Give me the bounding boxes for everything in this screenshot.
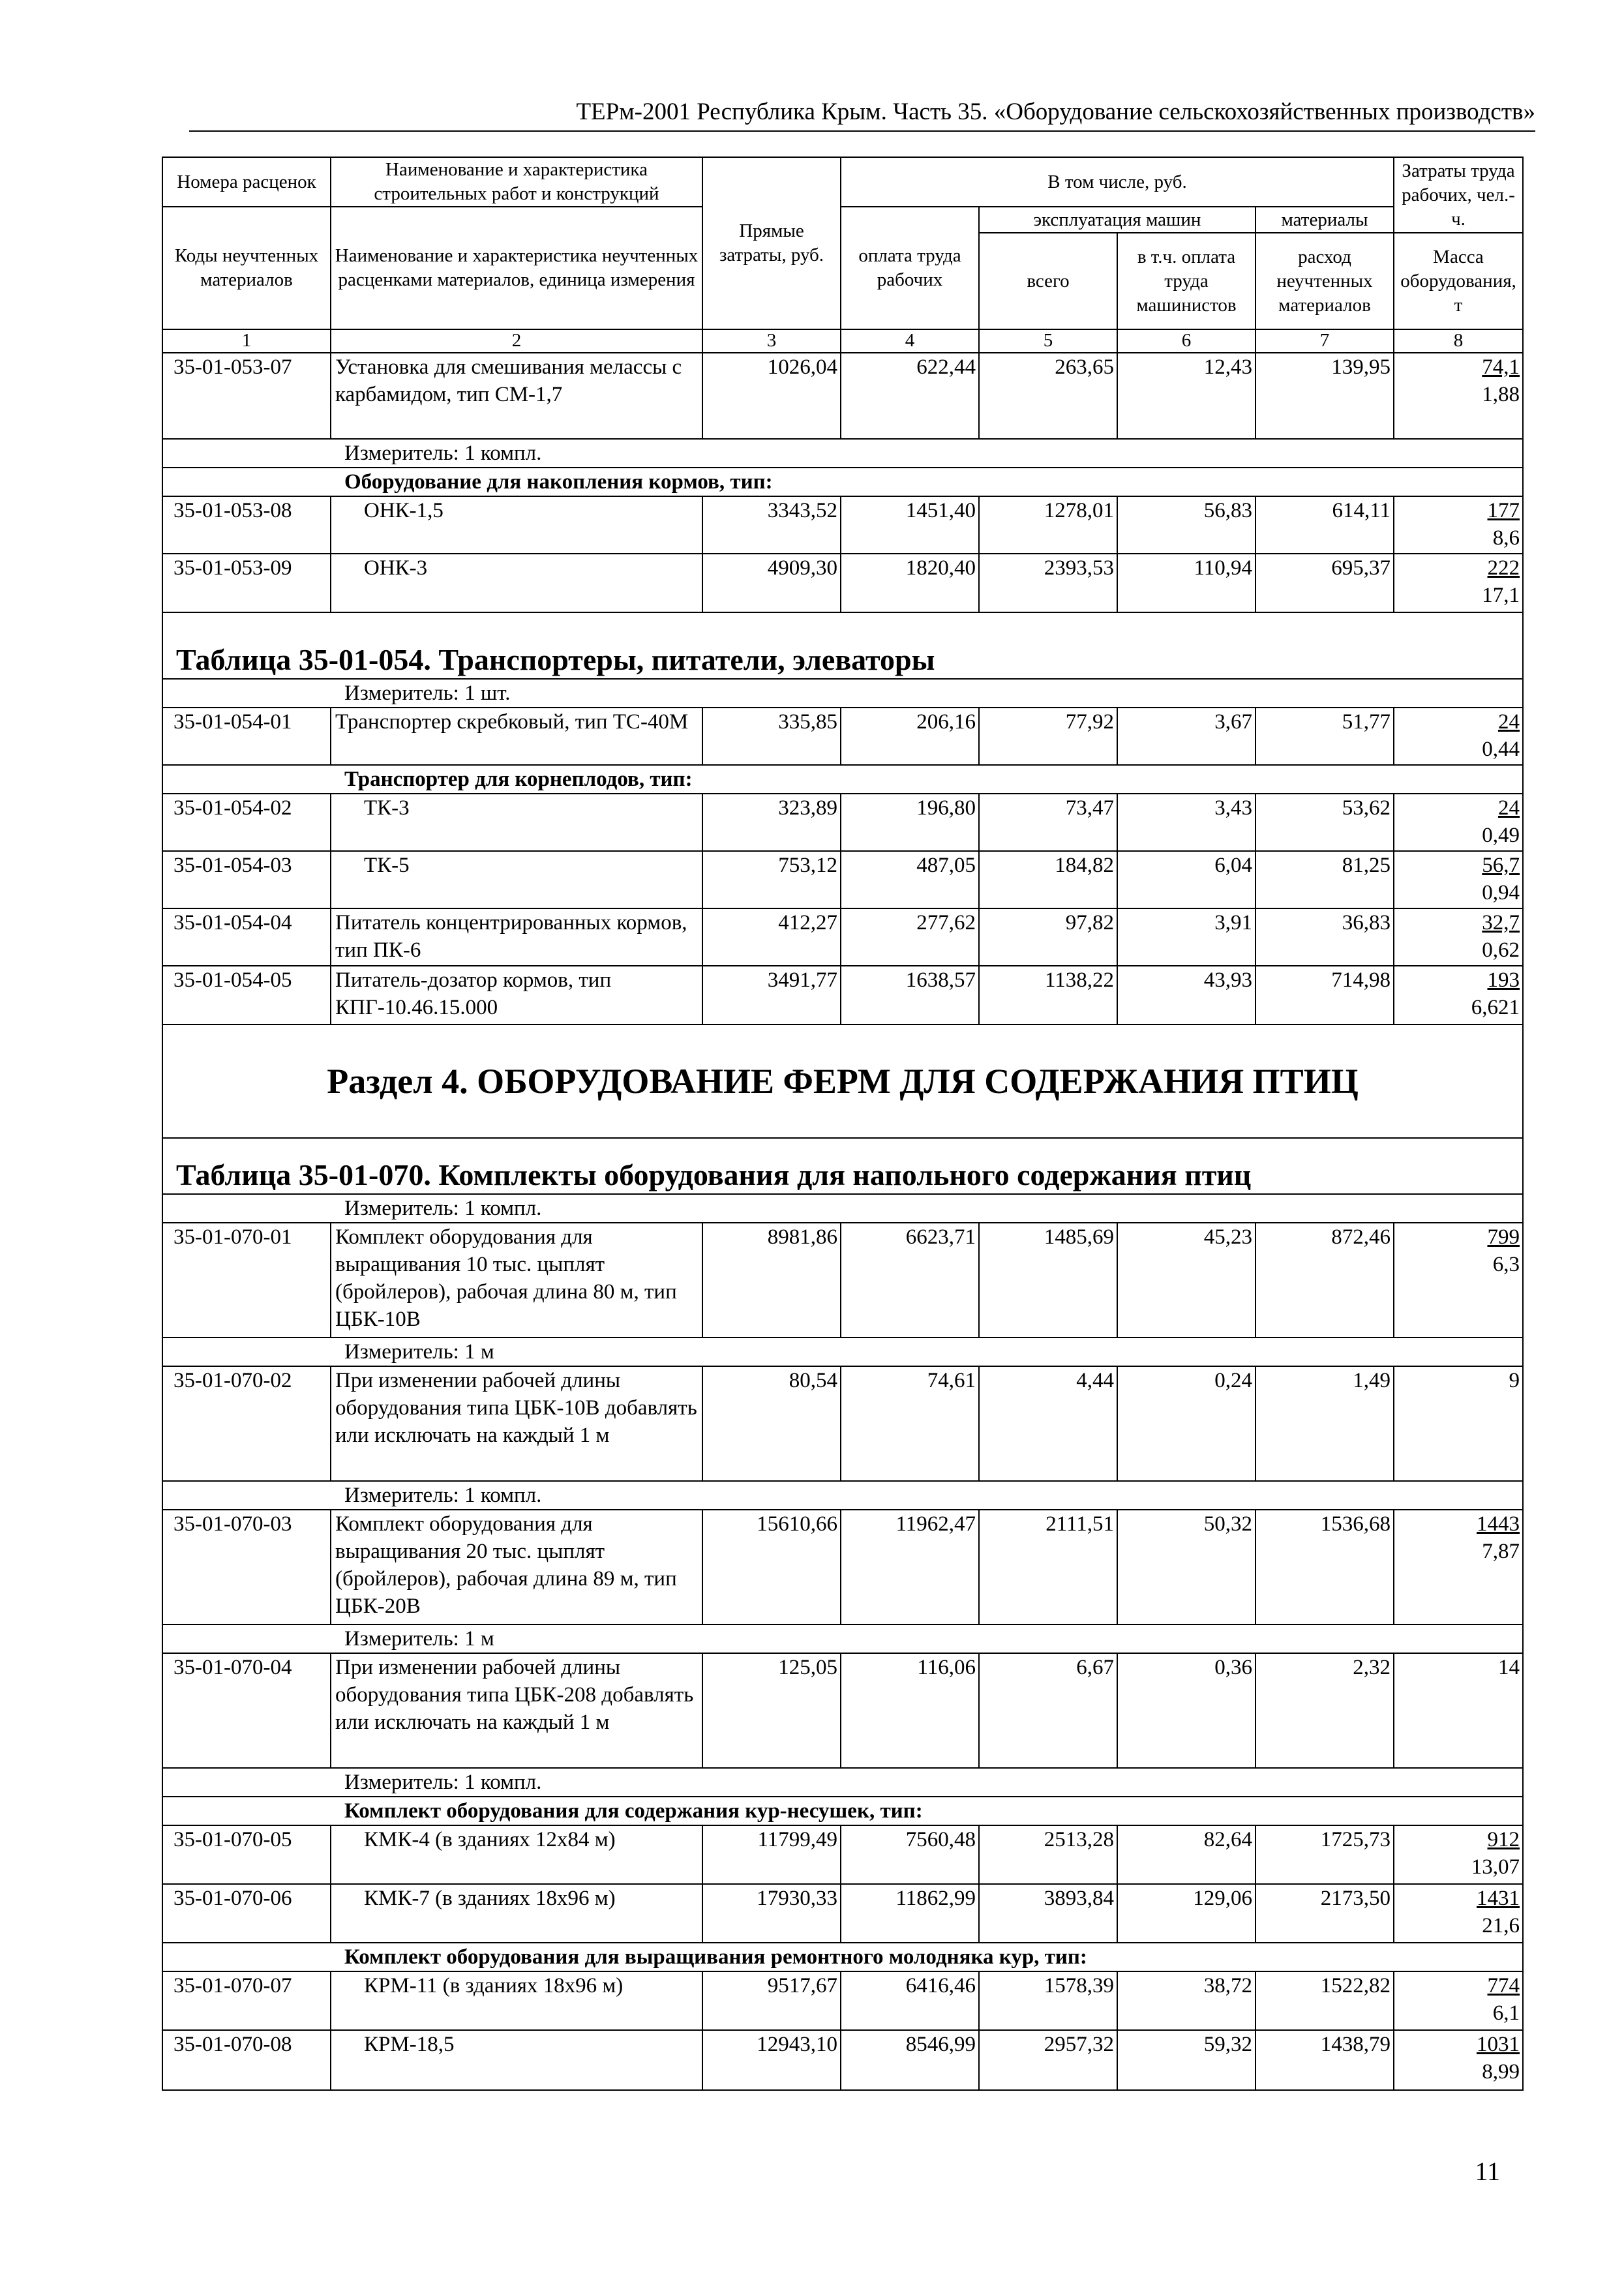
column-number: 5: [979, 329, 1117, 353]
labor-cost: 622,44: [841, 353, 979, 439]
rate-code: 35-01-070-08: [162, 2030, 331, 2090]
meter-label: Измеритель: 1 компл.: [162, 1481, 1523, 1510]
labor-hours: 1031: [1477, 2033, 1520, 2056]
equipment-mass: 1,88: [1482, 383, 1520, 406]
direct-cost: 753,12: [702, 851, 841, 908]
materials-cost: 2173,50: [1256, 1884, 1394, 1943]
operators-cost: 110,94: [1117, 554, 1256, 612]
rate-code: 35-01-054-03: [162, 851, 331, 908]
machines-cost: 1485,69: [979, 1223, 1117, 1338]
labor-hours: 1443: [1477, 1512, 1520, 1536]
labor-cost: 11962,47: [841, 1510, 979, 1624]
rate-name: ОНК-3: [331, 554, 702, 612]
rate-name: ТК-5: [331, 851, 702, 908]
labor-hours: 1431: [1477, 1887, 1520, 1910]
subheading: Комплект оборудования для содержания кур-несушек, тип:: [162, 1797, 1523, 1825]
materials-cost: 81,25: [1256, 851, 1394, 908]
machines-cost: 2513,28: [979, 1825, 1117, 1884]
labor-cost: 196,80: [841, 794, 979, 851]
labor-hours-and-mass: [1394, 1510, 1523, 1624]
materials-cost: 695,37: [1256, 554, 1394, 612]
equipment-mass: 17,1: [1482, 584, 1520, 607]
subheading: Оборудование для накопления кормов, тип:: [162, 468, 1523, 496]
operators-cost: 129,06: [1117, 1884, 1256, 1943]
rate-name: При изменении рабочей длины оборудования типа ЦБК-208 добавлять или исключать на каждый 1 м: [331, 1653, 702, 1768]
operators-cost: 82,64: [1117, 1825, 1256, 1884]
rate-code: 35-01-054-01: [162, 708, 331, 765]
labor-hours-and-mass: [1394, 496, 1523, 554]
labor-hours-and-mass: [1394, 554, 1523, 612]
labor-cost: 487,05: [841, 851, 979, 908]
direct-cost: 17930,33: [702, 1884, 841, 1943]
machines-cost: 77,92: [979, 708, 1117, 765]
direct-cost: 4909,30: [702, 554, 841, 612]
equipment-mass: 0,62: [1482, 938, 1520, 962]
equipment-mass: 6,1: [1492, 2001, 1520, 2025]
table-row: [162, 554, 1523, 612]
machines-cost: 73,47: [979, 794, 1117, 851]
rate-name: Комплект оборудования для выращивания 20 тыс. цыплят (бройлеров), рабочая длина 89 м, тип ЦБК-20В: [331, 1510, 702, 1624]
equipment-mass: 8,99: [1482, 2060, 1520, 2084]
direct-cost: 15610,66: [702, 1510, 841, 1624]
rate-code: 35-01-053-08: [162, 496, 331, 554]
materials-cost: 1536,68: [1256, 1510, 1394, 1624]
table-row: [162, 496, 1523, 554]
rate-name: Транспортер скребковый, тип ТС-40М: [331, 708, 702, 765]
rate-code: 35-01-070-05: [162, 1825, 331, 1884]
direct-cost: 3343,52: [702, 496, 841, 554]
table-row: [162, 353, 1523, 439]
header-col2-bottom: Наименование и характеристика неучтенных расценками материалов, единица измерения: [331, 207, 702, 329]
labor-hours: 799: [1487, 1225, 1520, 1249]
labor-hours: 222: [1487, 556, 1520, 580]
running-header: ТЕРм-2001 Республика Крым. Часть 35. «Оборудование сельскохозяйственных производств»: [576, 98, 1535, 125]
direct-cost: 125,05: [702, 1653, 841, 1768]
machines-cost: 2957,32: [979, 2030, 1117, 2090]
meter-label: Измеритель: 1 компл.: [162, 1768, 1523, 1797]
machines-cost: 97,82: [979, 908, 1117, 966]
labor-hours-and-mass: [1394, 1825, 1523, 1884]
equipment-mass: 21,6: [1482, 1914, 1520, 1937]
labor-hours: 9: [1394, 1366, 1523, 1481]
column-number: 4: [841, 329, 979, 353]
labor-cost: 206,16: [841, 708, 979, 765]
operators-cost: 50,32: [1117, 1510, 1256, 1624]
rate-name: При изменении рабочей длины оборудования типа ЦБК-10В добавлять или исключать на каждый 1 м: [331, 1366, 702, 1481]
materials-cost: 53,62: [1256, 794, 1394, 851]
machines-cost: 6,67: [979, 1653, 1117, 1768]
rate-code: 35-01-054-02: [162, 794, 331, 851]
equipment-mass: 6,3: [1492, 1253, 1520, 1276]
column-number: 3: [702, 329, 841, 353]
labor-hours-and-mass: [1394, 353, 1523, 439]
machines-cost: 263,65: [979, 353, 1117, 439]
table-title: Таблица 35-01-054. Транспортеры, питатели, элеваторы: [162, 612, 1523, 679]
rate-name: ОНК-1,5: [331, 496, 702, 554]
header-col1-bottom: Коды неучтенных материалов: [162, 207, 331, 329]
direct-cost: 1026,04: [702, 353, 841, 439]
machines-cost: 1138,22: [979, 966, 1117, 1025]
rate-code: 35-01-054-05: [162, 966, 331, 1025]
operators-cost: 3,91: [1117, 908, 1256, 966]
table-row: [162, 794, 1523, 851]
equipment-mass: 6,621: [1471, 996, 1520, 1019]
rate-name: Установка для смешивания мелассы с карбамидом, тип СМ-1,7: [331, 353, 702, 439]
rate-code: 35-01-070-04: [162, 1653, 331, 1768]
equipment-mass: 0,44: [1482, 738, 1520, 761]
equipment-mass: 7,87: [1482, 1540, 1520, 1563]
operators-cost: 59,32: [1117, 2030, 1256, 2090]
machines-cost: 2393,53: [979, 554, 1117, 612]
rate-code: 35-01-070-06: [162, 1884, 331, 1943]
labor-hours-and-mass: [1394, 794, 1523, 851]
materials-cost: 1725,73: [1256, 1825, 1394, 1884]
direct-cost: 3491,77: [702, 966, 841, 1025]
rate-name: Питатель-дозатор кормов, тип КПГ-10.46.15.000: [331, 966, 702, 1025]
header-rule: [189, 130, 1535, 132]
operators-cost: 6,04: [1117, 851, 1256, 908]
rate-code: 35-01-070-03: [162, 1510, 331, 1624]
operators-cost: 45,23: [1117, 1223, 1256, 1338]
labor-hours: 74,1: [1482, 355, 1520, 379]
direct-cost: 80,54: [702, 1366, 841, 1481]
labor-cost: 8546,99: [841, 2030, 979, 2090]
direct-cost: 335,85: [702, 708, 841, 765]
header-col1-top: Номера расценок: [162, 157, 331, 207]
header-group-materials: материалы: [1256, 207, 1394, 233]
direct-cost: 412,27: [702, 908, 841, 966]
rate-code: 35-01-054-04: [162, 908, 331, 966]
table-row: [162, 908, 1523, 966]
labor-hours-and-mass: [1394, 966, 1523, 1025]
labor-cost: 6623,71: [841, 1223, 979, 1338]
labor-hours: 14: [1394, 1653, 1523, 1768]
header-col7: расход неучтенных материалов: [1256, 233, 1394, 329]
direct-cost: 8981,86: [702, 1223, 841, 1338]
machines-cost: 4,44: [979, 1366, 1117, 1481]
operators-cost: 3,67: [1117, 708, 1256, 765]
table-row: [162, 851, 1523, 908]
labor-hours: 24: [1498, 710, 1520, 734]
labor-cost: 11862,99: [841, 1884, 979, 1943]
materials-cost: 139,95: [1256, 353, 1394, 439]
equipment-mass: 0,49: [1482, 824, 1520, 847]
section-title: Раздел 4. ОБОРУДОВАНИЕ ФЕРМ ДЛЯ СОДЕРЖАНИЯ ПТИЦ: [162, 1025, 1523, 1138]
rate-name: КРМ-18,5: [331, 2030, 702, 2090]
column-number: 7: [1256, 329, 1394, 353]
rate-name: КМК-7 (в зданиях 18х96 м): [331, 1884, 702, 1943]
rate-name: КМК-4 (в зданиях 12х84 м): [331, 1825, 702, 1884]
header-group-in-rub: В том числе, руб.: [841, 157, 1394, 207]
table-row: [162, 2030, 1523, 2090]
operators-cost: 0,36: [1117, 1653, 1256, 1768]
labor-hours-and-mass: [1394, 708, 1523, 765]
rate-name: ТК-3: [331, 794, 702, 851]
direct-cost: 12943,10: [702, 2030, 841, 2090]
labor-hours: 193: [1487, 968, 1520, 992]
operators-cost: 43,93: [1117, 966, 1256, 1025]
labor-hours: 32,7: [1482, 911, 1520, 935]
header-group-machines: эксплуатация машин: [979, 207, 1256, 233]
rate-code: 35-01-053-09: [162, 554, 331, 612]
header-col2-top: Наименование и характеристика строительных работ и конструкций: [331, 157, 702, 207]
rate-code: 35-01-053-07: [162, 353, 331, 439]
table-row: [162, 1223, 1523, 1338]
direct-cost: 9517,67: [702, 1971, 841, 2030]
direct-cost: 323,89: [702, 794, 841, 851]
table-row: [162, 708, 1523, 765]
direct-cost: 11799,49: [702, 1825, 841, 1884]
labor-hours-and-mass: [1394, 1223, 1523, 1338]
table-row: [162, 1825, 1523, 1884]
header-col4: оплата труда рабочих: [841, 207, 979, 329]
materials-cost: 614,11: [1256, 496, 1394, 554]
table-row: [162, 1884, 1523, 1943]
rate-name: Питатель концентрированных кормов, тип ПК-6: [331, 908, 702, 966]
equipment-mass: 0,94: [1482, 881, 1520, 905]
table-row: [162, 966, 1523, 1025]
header-col8-top: Затраты труда рабочих, чел.-ч.: [1394, 157, 1523, 233]
rate-name: Комплект оборудования для выращивания 10 тыс. цыплят (бройлеров), рабочая длина 80 м, тип ЦБК-10В: [331, 1223, 702, 1338]
machines-cost: 1578,39: [979, 1971, 1117, 2030]
table-row: [162, 1510, 1523, 1624]
column-number: 6: [1117, 329, 1256, 353]
machines-cost: 1278,01: [979, 496, 1117, 554]
operators-cost: 0,24: [1117, 1366, 1256, 1481]
materials-cost: 1522,82: [1256, 1971, 1394, 2030]
subheading: Транспортер для корнеплодов, тип:: [162, 765, 1523, 794]
labor-cost: 277,62: [841, 908, 979, 966]
labor-cost: 1638,57: [841, 966, 979, 1025]
meter-label: Измеритель: 1 м: [162, 1624, 1523, 1653]
labor-hours: 177: [1487, 499, 1520, 522]
rate-name: КРМ-11 (в зданиях 18х96 м): [331, 1971, 702, 2030]
materials-cost: 2,32: [1256, 1653, 1394, 1768]
labor-hours-and-mass: [1394, 1971, 1523, 2030]
equipment-mass: 8,6: [1492, 526, 1520, 550]
labor-hours-and-mass: [1394, 851, 1523, 908]
materials-cost: 1438,79: [1256, 2030, 1394, 2090]
equipment-mass: 13,07: [1471, 1855, 1520, 1879]
labor-hours: 774: [1487, 1974, 1520, 1997]
subheading: Комплект оборудования для выращивания ремонтного молодняка кур, тип:: [162, 1943, 1523, 1971]
materials-cost: 51,77: [1256, 708, 1394, 765]
operators-cost: 38,72: [1117, 1971, 1256, 2030]
page-number: 11: [1475, 2157, 1500, 2186]
labor-cost: 1451,40: [841, 496, 979, 554]
labor-hours: 24: [1498, 796, 1520, 820]
column-number: 1: [162, 329, 331, 353]
meter-label: Измеритель: 1 компл.: [162, 439, 1523, 468]
materials-cost: 872,46: [1256, 1223, 1394, 1338]
meter-label: Измеритель: 1 шт.: [162, 679, 1523, 708]
materials-cost: 36,83: [1256, 908, 1394, 966]
labor-hours-and-mass: [1394, 2030, 1523, 2090]
table-row: [162, 1366, 1523, 1481]
machines-cost: 184,82: [979, 851, 1117, 908]
machines-cost: 3893,84: [979, 1884, 1117, 1943]
labor-cost: 7560,48: [841, 1825, 979, 1884]
labor-cost: 74,61: [841, 1366, 979, 1481]
header-col8-bottom: Масса оборудования, т: [1394, 233, 1523, 329]
rate-code: 35-01-070-07: [162, 1971, 331, 2030]
meter-label: Измеритель: 1 м: [162, 1338, 1523, 1366]
operators-cost: 56,83: [1117, 496, 1256, 554]
column-number: 2: [331, 329, 702, 353]
column-number: 8: [1394, 329, 1523, 353]
header-col6: в т.ч. оплата труда машинистов: [1117, 233, 1256, 329]
header-col3: Прямые затраты, руб.: [702, 157, 841, 329]
labor-hours: 56,7: [1482, 854, 1520, 877]
labor-hours-and-mass: [1394, 1884, 1523, 1943]
labor-cost: 1820,40: [841, 554, 979, 612]
header-col5: всего: [979, 233, 1117, 329]
materials-cost: 714,98: [1256, 966, 1394, 1025]
meter-label: Измеритель: 1 компл.: [162, 1194, 1523, 1223]
table-title: Таблица 35-01-070. Комплекты оборудования для напольного содержания птиц: [162, 1138, 1523, 1194]
rate-code: 35-01-070-01: [162, 1223, 331, 1338]
table-row: [162, 1653, 1523, 1768]
labor-cost: 116,06: [841, 1653, 979, 1768]
machines-cost: 2111,51: [979, 1510, 1117, 1624]
rate-code: 35-01-070-02: [162, 1366, 331, 1481]
table-row: [162, 1971, 1523, 2030]
labor-hours: 912: [1487, 1828, 1520, 1851]
materials-cost: 1,49: [1256, 1366, 1394, 1481]
operators-cost: 3,43: [1117, 794, 1256, 851]
labor-cost: 6416,46: [841, 1971, 979, 2030]
operators-cost: 12,43: [1117, 353, 1256, 439]
rates-table: [162, 157, 1524, 2091]
labor-hours-and-mass: [1394, 908, 1523, 966]
